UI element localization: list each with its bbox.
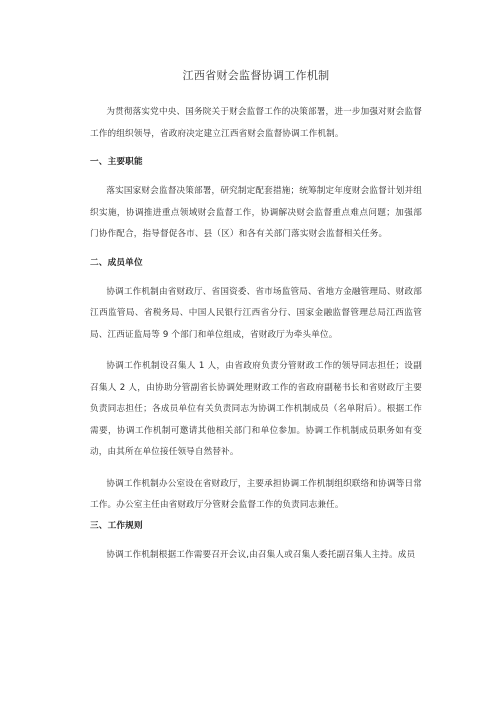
document-title: 江西省财会监督协调工作机制 bbox=[182, 69, 330, 82]
section-paragraph: 落实国家财会监督决策部署，研究制定配套措施；统筹制定年度财会监督计划并组织实施，协调推进重点领域财会监督工作，协调解决财会监督重点难点问题；加强部门协作配合，指导督促各市、县（区）和各有关部门落实财会监督相关任务。 bbox=[90, 186, 422, 239]
section-work-rules bbox=[90, 519, 422, 567]
section-heading: 二、成员单位 bbox=[90, 257, 143, 268]
section-paragraph: 协调工作机制根据工作需要召开会议,由召集人或召集人委托副召集人主持。成员 bbox=[106, 549, 416, 560]
section-heading: 三、工作规则 bbox=[90, 520, 143, 531]
section-paragraph: 协调工作机制办公室设在省财政厅，主要承担协调工作机制组织联络和协调等日常工作。办公室主任由省财政厅分管财会监督工作的负责同志兼任。 bbox=[90, 478, 422, 510]
section-member-units bbox=[90, 256, 422, 517]
section-paragraph: 协调工作机制由省财政厅、省国资委、省市场监管局、省地方金融管理局、财政部江西监管局、省税务局、中国人民银行江西省分行、国家金融监督管理总局江西监管局、江西证监局等 9 个部门和单位组成，省财政厅为牵头单位。 bbox=[90, 286, 422, 340]
section-paragraph: 协调工作机制设召集人 1 人，由省政府负责分管财政工作的领导同志担任；设副召集人 2 人，由协助分管副省长协调处理财政工作的省政府副秘书长和省财政厅主要负责同志担任；各成员单位有关负责同志为协调工作机制成员（名单附后）。根据工作需要，协调工作机制可邀请其他相关部门和单位参加。协调工作机制成员职务如有变动，由其所在单位接任领导自然替补。 bbox=[90, 361, 422, 457]
intro-paragraph: 为贯彻落实党中央、国务院关于财会监督工作的决策部署，进一步加强对财会监督工作的组织领导，省政府决定建立江西省财会监督协调工作机制。 bbox=[90, 107, 422, 139]
section-main-functions bbox=[90, 155, 422, 246]
section-heading: 一、主要职能 bbox=[90, 157, 143, 167]
